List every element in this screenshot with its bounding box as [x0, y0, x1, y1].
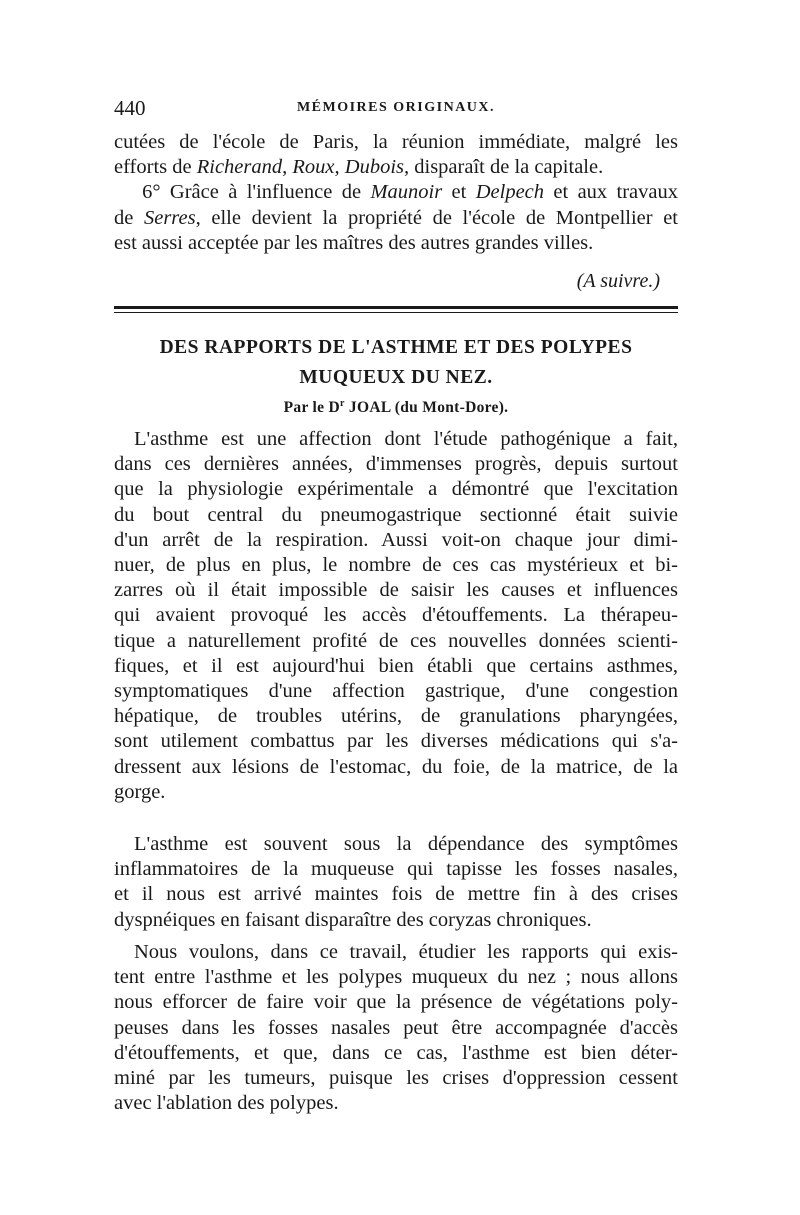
text-line: d'étouffements, et que, dans ce cas, l'asthme est bien déter- [114, 1041, 678, 1064]
text-line: Nous voulons, dans ce travail, étudier les rapports qui exis- [134, 941, 678, 963]
article-title-line1: DES RAPPORTS DE L'ASTHME ET DES POLYPES [159, 337, 633, 358]
text-line: d'un arrêt de la respiration. Aussi voit-on chaque jour dimi- [114, 528, 678, 551]
text-line: inflammatoires de la muqueuse qui tapisse les fosses nasales, [114, 858, 678, 881]
text-line: efforts de Richerand, Roux, Dubois, disparaît de la capitale. [114, 156, 604, 179]
page-header [114, 96, 678, 122]
article-title-line2: MUQUEUX DU NEZ. [299, 367, 493, 388]
continuation-text [114, 130, 678, 256]
text-line: nous efforcer de faire voir que la présence de végétations poly- [114, 991, 678, 1014]
text-line: sont utilement combattus par les diverses médications qui s'a- [114, 730, 678, 753]
text-line: L'asthme est souvent sous la dépendance des symptômes [134, 833, 678, 855]
article-author: Par le $D^r$ JOAL (du Mont-Dore). [283, 398, 509, 417]
to-be-continued: (A suivre.) [576, 270, 660, 292]
text-line: peuses dans les fosses nasales peut être accompagnée d'accès [114, 1016, 678, 1039]
text-line: du bout central du pneumogastrique sectionné était suivie [114, 503, 678, 526]
section-rule-thick [114, 306, 678, 309]
text-line: tent entre l'asthme et les polypes muqueux du nez ; nous allons [114, 966, 678, 989]
text-line: dressent aux lésions de l'estomac, du foie, de la matrice, de la [114, 755, 678, 778]
text-line: dans ces dernières années, d'immenses progrès, depuis surtout [114, 453, 678, 476]
text-line: qui avaient provoqué les accès d'étouffements. La thérapeu- [114, 604, 678, 627]
text-line: est aussi acceptée par les maîtres des autres grandes villes. [114, 231, 594, 254]
text-line: hépatique, de troubles utérins, de granulations pharyngées, [114, 705, 678, 728]
running-head: MÉMOIRES ORIGINAUX. [296, 100, 496, 115]
text-line: et il nous est arrivé maintes fois de mettre fin à des crises [114, 883, 678, 906]
text-line: miné par les tumeurs, puisque les crises d'oppression cessent [114, 1067, 678, 1090]
section-rule-thin [114, 312, 678, 313]
text-line: avec l'ablation des polypes. [114, 1092, 339, 1115]
text-line: fiques, et il est aujourd'hui bien établi que certains asthmes, [114, 654, 678, 677]
paragraph-1 [114, 427, 678, 805]
text-line: L'asthme est une affection dont l'étude pathogénique a fait, [134, 428, 678, 450]
text-line: que la physiologie expérimentale a démontré que l'excitation [114, 478, 678, 501]
text-line: dyspnéiques en faisant disparaître des coryzas chroniques. [114, 908, 592, 931]
text-line: symptomatiques d'une affection gastrique, d'une congestion [114, 680, 678, 703]
text-line: 6° Grâce à l'influence de Maunoir et Delpech et aux travaux [114, 181, 679, 204]
page-number: 440 [114, 96, 146, 120]
text-line: de Serres, elle devient la propriété de l'école de Montpellier et [114, 206, 678, 229]
paragraph-2 [114, 832, 678, 933]
text-line: tique a naturellement profité de ces nouvelles données scienti- [114, 629, 678, 652]
text-line: nuer, de plus en plus, le nombre de ces cas mystérieux et bi- [114, 554, 678, 577]
text-line: gorge. [114, 780, 166, 803]
text-line: zarres où il était impossible de saisir les causes et influences [114, 579, 678, 602]
text-line: cutées de l'école de Paris, la réunion immédiate, malgré les [114, 131, 678, 153]
paragraph-3 [114, 940, 678, 1116]
